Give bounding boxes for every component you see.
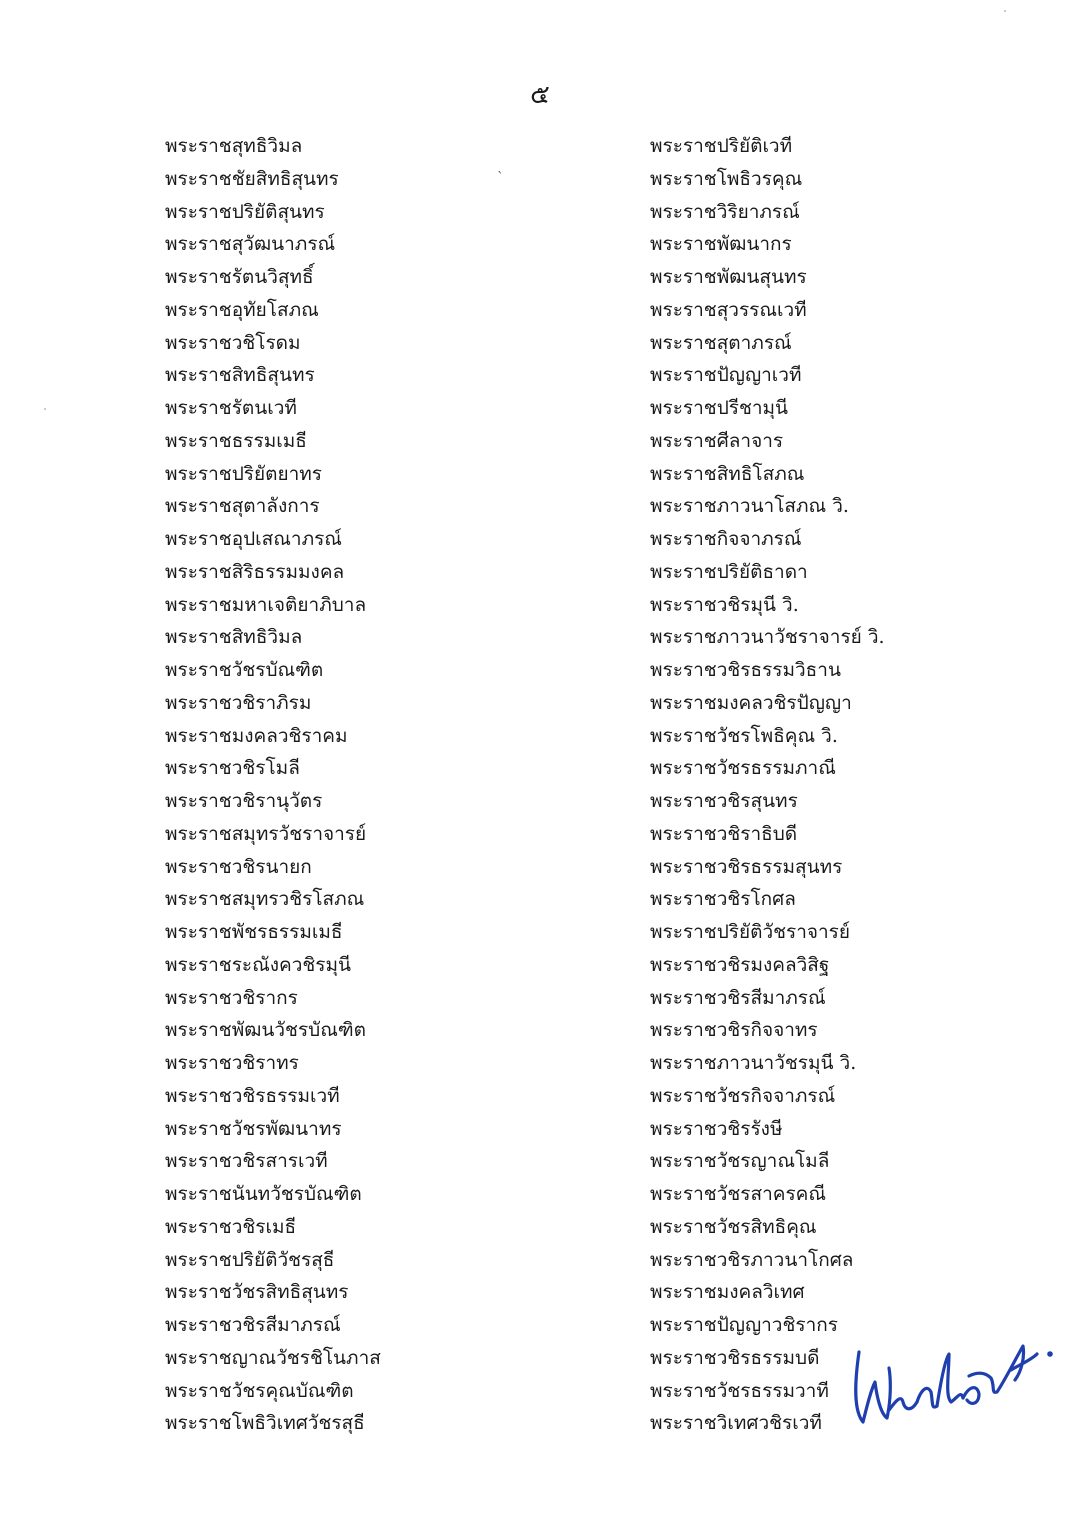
name-entry: พระราชวัชรบัณฑิต (165, 659, 324, 681)
name-entry: พระราชวชิรนายก (165, 855, 312, 878)
name-entry: พระราชสุวรรณเวที (650, 298, 807, 321)
page-number: ๕ (530, 80, 550, 110)
name-entry: พระราชปริยัติเวที (650, 135, 793, 157)
paper-speck (44, 408, 46, 410)
name-entry: พระราชวชิรธรรมเวที (165, 1084, 340, 1107)
name-entry: พระราชสมุทรวชิรโสภณ (165, 888, 365, 911)
name-entry: พระราชภาวนาโสภณ วิ. (650, 495, 849, 518)
name-entry: พระราชวชิราภิรม (165, 691, 312, 714)
name-entry: พระราชสิทธิสุนทร (165, 364, 315, 387)
name-entry: พระราชพัฒนากร (650, 233, 792, 256)
name-entry: พระราชปริยัติธาดา (650, 560, 808, 583)
right-name-column (650, 130, 1050, 1440)
name-entry: พระราชวชิรธรรมสุนทร (650, 855, 843, 878)
name-entry: พระราชภาวนาวัชรมุนี วิ. (650, 1052, 857, 1074)
name-entry: พระราชวชิรโกศล (650, 888, 796, 911)
name-entry: พระราชวชิรสีมาภรณ์ (165, 1314, 341, 1336)
name-entry: พระราชญาณวัชรชิโนภาส (165, 1346, 381, 1369)
name-entry: พระราชวัชรสาครคณี (650, 1183, 826, 1205)
name-entry: พระราชวชิราทร (165, 1052, 299, 1074)
name-entry: พระราชวชิรสีมาภรณ์ (650, 986, 826, 1009)
name-entry: พระราชวชิรมงคลวิสิฐ (650, 953, 830, 976)
name-entry: พระราชปัญญาวชิรากร (650, 1314, 838, 1336)
name-entry: พระราชวชิรสารเวที (165, 1150, 328, 1173)
name-entry: พระราชสมุทรวัชราจารย์ (165, 822, 367, 845)
name-entry: พระราชปริยัติสุนทร (165, 200, 325, 223)
name-entry: พระราชวชิรสุนทร (650, 790, 798, 812)
stray-mark: ` (497, 170, 504, 186)
name-entry: พระราชวัชรญาณโมลี (650, 1150, 830, 1173)
name-entry: พระราชโพธิวรคุณ (650, 167, 803, 190)
name-entry: พระราชวชิรกิจจาทร (650, 1019, 818, 1042)
name-entry: พระราชสิทธิโสภณ (650, 462, 805, 485)
name-entry: พระราชวชิรรังษี (650, 1117, 783, 1140)
name-entry: พระราชวัชรธรรมภาณี (650, 757, 836, 780)
name-entry: พระราชชัยสิทธิสุนทร (165, 167, 339, 190)
name-entry: พระราชมงคลวชิรปัญญา (650, 691, 852, 714)
name-entry: พระราชวชิราธิบดี (650, 822, 798, 845)
name-entry: พระราชระณังควชิรมุนี (165, 953, 352, 976)
name-entry: พระราชรัตนวิสุทธิ์ (165, 266, 314, 288)
handwritten-signature (845, 1310, 1060, 1440)
name-entry: พระราชสุตาลังการ (165, 495, 320, 518)
name-entry: พระราชพัชรธรรมเมธี (165, 921, 343, 943)
name-entry: พระราชธรรมเมธี (165, 429, 307, 452)
name-entry: พระราชวชิรมุนี วิ. (650, 593, 799, 616)
name-entry: พระราชกิจจาภรณ์ (650, 528, 802, 550)
name-entry: พระราชวชิรานุวัตร (165, 790, 323, 812)
name-entry: พระราชนันทวัชรบัณฑิต (165, 1183, 362, 1205)
name-entry: พระราชวัชรกิจจาภรณ์ (650, 1084, 836, 1107)
name-entry: พระราชวัชรโพธิคุณ วิ. (650, 724, 838, 747)
name-entry: พระราชวชิรธรรมวิธาน (650, 659, 841, 681)
name-entry: พระราชสุตาภรณ์ (650, 331, 792, 354)
name-entry: พระราชสุทธิวิมล (165, 135, 303, 157)
name-entry: พระราชวชิโรดม (165, 331, 301, 354)
name-entry: พระราชอุทัยโสภณ (165, 298, 319, 321)
name-entry: พระราชวชิรโมลี (165, 757, 300, 780)
name-entry: พระราชสิริธรรมมงคล (165, 560, 345, 583)
name-entry: พระราชพัฒนวัชรบัณฑิต (165, 1019, 366, 1042)
name-entry: พระราชรัตนเวที (165, 397, 297, 419)
name-entry: พระราชมงคลวิเทศ (650, 1281, 805, 1304)
name-entry: พระราชวัชรพัฒนาทร (165, 1117, 342, 1140)
name-entry: พระราชวชิรภาวนาโกศล (650, 1248, 854, 1271)
name-entry: พระราชอุปเสณาภรณ์ (165, 528, 342, 550)
name-entry: พระราชวัชรสิทธิสุนทร (165, 1281, 349, 1304)
name-entry: พระราชวัชรธรรมวาที (650, 1379, 829, 1402)
name-entry: พระราชปัญญาเวที (650, 364, 802, 387)
name-entry: พระราชมหาเจติยาภิบาล (165, 593, 367, 616)
name-entry: พระราชสุวัฒนาภรณ์ (165, 233, 336, 256)
name-entry: พระราชวัชรสิทธิคุณ (650, 1215, 817, 1238)
name-entry: พระราชวชิรากร (165, 986, 298, 1009)
name-entry: พระราชวชิรธรรมบดี (650, 1346, 820, 1369)
name-entry: พระราชมงคลวชิราคม (165, 724, 348, 747)
name-entry: พระราชพัฒนสุนทร (650, 266, 807, 288)
name-entry: พระราชวิเทศวชิรเวที (650, 1412, 822, 1435)
name-entry: พระราชศีลาจาร (650, 429, 784, 452)
left-name-column (165, 130, 605, 1440)
name-entry: พระราชปริยัตยาทร (165, 462, 322, 485)
name-entry: พระราชวชิรเมธี (165, 1215, 297, 1238)
name-entry: พระราชสิทธิวิมล (165, 626, 303, 649)
paper-speck (1004, 10, 1006, 12)
name-entry: พระราชภาวนาวัชราจารย์ วิ. (650, 626, 885, 649)
name-entry: พระราชวัชรคุณบัณฑิต (165, 1379, 354, 1402)
name-entry: พระราชปริยัติวัชรสุธี (165, 1248, 335, 1271)
name-entry: พระราชปริยัติวัชราจารย์ (650, 921, 851, 943)
name-entry: พระราชโพธิวิเทศวัชรสุธี (165, 1412, 365, 1435)
name-entry: พระราชปรีชามุนี (650, 397, 789, 419)
name-entry: พระราชวิริยาภรณ์ (650, 200, 800, 223)
